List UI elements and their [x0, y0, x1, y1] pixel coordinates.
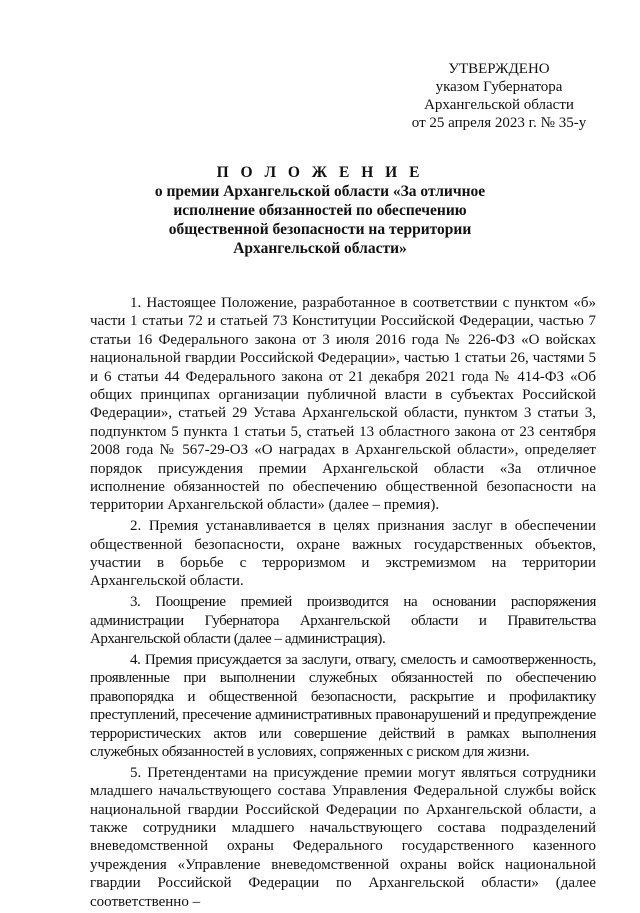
approval-line-region: Архангельской области	[424, 97, 574, 113]
paragraph-3: 3. Поощрение премией производится на основании распоряжения администрации Губернатора Архангельской области и Правительства Архангельской области (далее – администрация).	[90, 594, 596, 648]
paragraph-2: 2. Премия устанавливается в целях признания заслуг в обеспечении общественной безопасности, охране важных государственных объектов, участии в борьбе с терроризмом и экстремизмом на территории Архангельской области.	[90, 518, 596, 590]
document-body	[90, 294, 596, 913]
paragraph-5: 5. Претендентами на присуждение премии могут являться сотрудники младшего начальствующего состава Управления Федеральной службы войск национальной гвардии Российской Федерации по Архангельской области, а также сотрудники младшего начальствующего состава подразделений вневедомственной охраны Федерального государственного казенного учреждения «Управление вневедомственной охраны войск национальной гвардии Российской Федерации по Архангельской области» (далее соответственно –	[90, 764, 596, 910]
document-title	[150, 163, 490, 258]
approval-line-approved: УТВЕРЖДЕНО	[448, 61, 550, 77]
approval-line-decree: указом Губернатора	[435, 79, 563, 95]
approval-line-date: от 25 апреля 2023 г. № 35-у	[411, 115, 587, 131]
title-line-3: общественной безопасности на территории	[168, 221, 472, 238]
paragraph-1: 1. Настоящее Положение, разработанное в соответствии с пунктом «б» части 1 статьи 72 и статьей 73 Конституции Российской Федерации, частью 7 статьи 16 Федерального закона от 3 июля 2016 года № 226-ФЗ «О войсках национальной гвардии Российской Федерации», частью 1 статьи 26, частями 5 и 6 статьи 44 Федерального закона от 21 декабря 2021 года № 414-ФЗ «Об общих принципах организации публичной власти в субъектах Российской Федерации», статьей 29 Устава Архангельской области, пунктом 3 статьи 3, подпунктом 5 пункта 1 статьи 5, статьей 13 областного закона от 23 сентября 2008 года № 567-29-ОЗ «О наградах в Архангельской области», определяет порядок присуждения премии Архангельской области «За отличное исполнение обязанностей по обеспечению общественной безопасности на территории Архангельской области» (далее – премия).	[90, 295, 596, 514]
title-line-2: исполнение обязанностей по обеспечению	[173, 202, 467, 219]
title-line-4: Архангельской области»	[233, 240, 407, 257]
approval-stamp	[396, 60, 602, 132]
title-heading: П О Л О Ж Е Н И Е	[216, 164, 424, 181]
paragraph-4: 4. Премия присуждается за заслуги, отвагу, смелость и самоотверженность, проявленные при выполнении служебных обязанностей по обеспечению правопорядка и общественной безопасности, раскрытие и профилактику преступлений, пресечение административных правонарушений и предупреждение террористических актов или совершение действий в рамках выполнения служебных обязанностей в условиях, сопряженных с риском для жизни.	[90, 651, 596, 760]
title-line-1: о премии Архангельской области «За отличное	[154, 183, 486, 200]
